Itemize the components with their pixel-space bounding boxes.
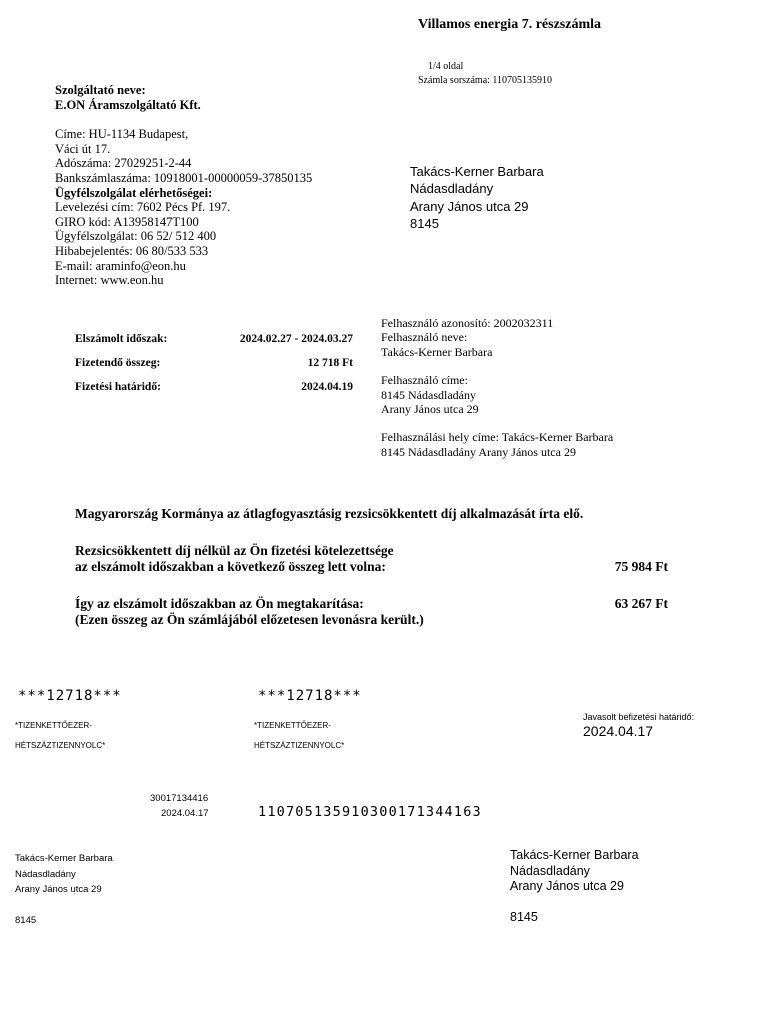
- slip-amount-left: ***12718***: [18, 688, 122, 704]
- slip-address-left: [15, 851, 113, 928]
- recipient-name: Takács-Kerner Barbara: [410, 164, 544, 179]
- provider-address-line2: Váci út 17.: [55, 141, 111, 156]
- slip-recipient-street: Arany János utca 29: [15, 884, 102, 895]
- user-info: [381, 316, 613, 459]
- recipient-zip: 8145: [410, 215, 439, 231]
- slip-recipient-city: Nádasdladány: [15, 868, 76, 880]
- provider-bank-account: Bankszámlaszáma: 10918001-00000059-37850135: [55, 170, 313, 185]
- due-value: 2024.04.19: [301, 381, 353, 393]
- amount-value: 12 718 Ft: [307, 357, 353, 369]
- invoice-number: Számla sorszáma: 110705135910: [418, 75, 553, 86]
- user-address-line1: 8145 Nádasdladány: [381, 387, 476, 402]
- government-notice: Magyarország Kormánya az átlagfogyasztásig rezsicsökkentett díj alkalmazását írta elő.: [75, 506, 584, 521]
- user-id: Felhasználó azonosító: 2002032311: [381, 316, 554, 330]
- period-value: 2024.02.27 - 2024.03.27: [239, 333, 353, 345]
- slip-recipient-name: Takács-Kerner Barbara: [510, 848, 639, 862]
- without-reduction-line1: Rezsicsökkentett díj nélkül az Ön fizetési kötelezettsége: [75, 543, 394, 558]
- summary-amount-row: [75, 356, 353, 380]
- recipient-street: Arany János utca 29: [410, 198, 529, 214]
- without-reduction-amount: 75 984 Ft: [614, 559, 668, 574]
- slip-recipient-zip: 8145: [15, 914, 37, 926]
- period-label: Elszámolt időszak:: [75, 333, 168, 345]
- without-reduction-text: [75, 543, 394, 575]
- billing-summary: [75, 332, 353, 404]
- provider-service-phone: Ügyfélszolgálat: 06 52/ 512 400: [55, 229, 217, 244]
- summary-period-row: [75, 332, 353, 356]
- provider-giro: GIRO kód: A13958147T100: [55, 214, 199, 229]
- without-reduction-line2: az elszámolt időszakban a következő összeg lett volna:: [75, 559, 386, 574]
- amount-words-line2: HÉTSZÁZTIZENNYOLC*: [254, 741, 345, 750]
- slip-amount-words-left: [15, 716, 105, 756]
- slip-amount-words-right: [254, 716, 344, 756]
- reference-date: 2024.04.17: [161, 808, 209, 819]
- barcode-number: 11070513591030017134416З: [258, 804, 482, 820]
- provider-name-label: Szolgáltató neve:: [55, 83, 146, 97]
- suggested-deadline-label: Javasolt befizetési határidő:: [583, 712, 695, 722]
- slip-recipient-street: Arany János utca 29: [510, 879, 624, 893]
- page-info: [418, 60, 552, 88]
- slip-recipient-name: Takács-Kerner Barbara: [15, 853, 113, 864]
- slip-recipient-zip: 8145: [510, 909, 538, 924]
- provider-name: E.ON Áramszolgáltató Kft.: [55, 97, 201, 112]
- slip-recipient-city: Nádasdladány: [510, 863, 590, 878]
- provider-web: Internet: www.eon.hu: [55, 273, 164, 288]
- recipient-city: Nádasdladány: [410, 181, 494, 197]
- provider-email: E-mail: araminfo@eon.hu: [55, 258, 186, 273]
- suggested-deadline: 2024.04.17: [583, 723, 654, 739]
- summary-due-row: [75, 380, 353, 404]
- slip-amount-right: ***12718***: [258, 688, 362, 704]
- provider-address-line1: Címe: HU-1134 Budapest,: [55, 127, 189, 142]
- amount-label: Fizetendő összeg:: [75, 357, 161, 369]
- provider-postal: Levelezési cím: 7602 Pécs Pf. 197.: [55, 200, 231, 215]
- amount-words-line2: HÉTSZÁZTIZENNYOLC*: [15, 741, 106, 750]
- due-label: Fizetési határidő:: [75, 381, 161, 393]
- recipient-address-top: [410, 163, 544, 232]
- provider-tax-number: Adószáma: 27029251-2-44: [55, 156, 192, 171]
- provider-contacts-label: Ügyfélszolgálat elérhetőségei:: [55, 185, 213, 200]
- reference-number: 30017134416: [150, 793, 209, 804]
- provider-fault-phone: Hibabejelentés: 06 80/533 533: [55, 243, 209, 258]
- savings-line1: Így az elszámolt időszakban az Ön megtakarítása:: [75, 596, 364, 611]
- provider-block: [55, 83, 312, 288]
- amount-words-line1: *TIZENKETTŐEZER-: [254, 721, 331, 730]
- document-title: Villamos energia 7. részszámla: [418, 17, 601, 32]
- savings-text: [75, 596, 424, 628]
- user-name-label: Felhasználó neve:: [381, 330, 468, 345]
- site-address-line1: Felhasználási hely címe: Takács-Kerner Barbara: [381, 430, 614, 445]
- amount-words-line1: *TIZENKETTŐEZER-: [15, 721, 92, 730]
- user-address-line2: Arany János utca 29: [381, 402, 479, 417]
- user-address-label: Felhasználó címe:: [381, 373, 468, 388]
- savings-amount: 63 267 Ft: [614, 596, 668, 611]
- page-number: 1/4 oldal: [428, 61, 464, 72]
- savings-line2: (Ezen összeg az Ön számlájából előzetesen levonásra került.): [75, 612, 424, 627]
- slip-address-right: [510, 848, 639, 925]
- user-name: Takács-Kerner Barbara: [381, 344, 493, 359]
- site-address-line2: 8145 Nádasdladány Arany János utca 29: [381, 444, 576, 459]
